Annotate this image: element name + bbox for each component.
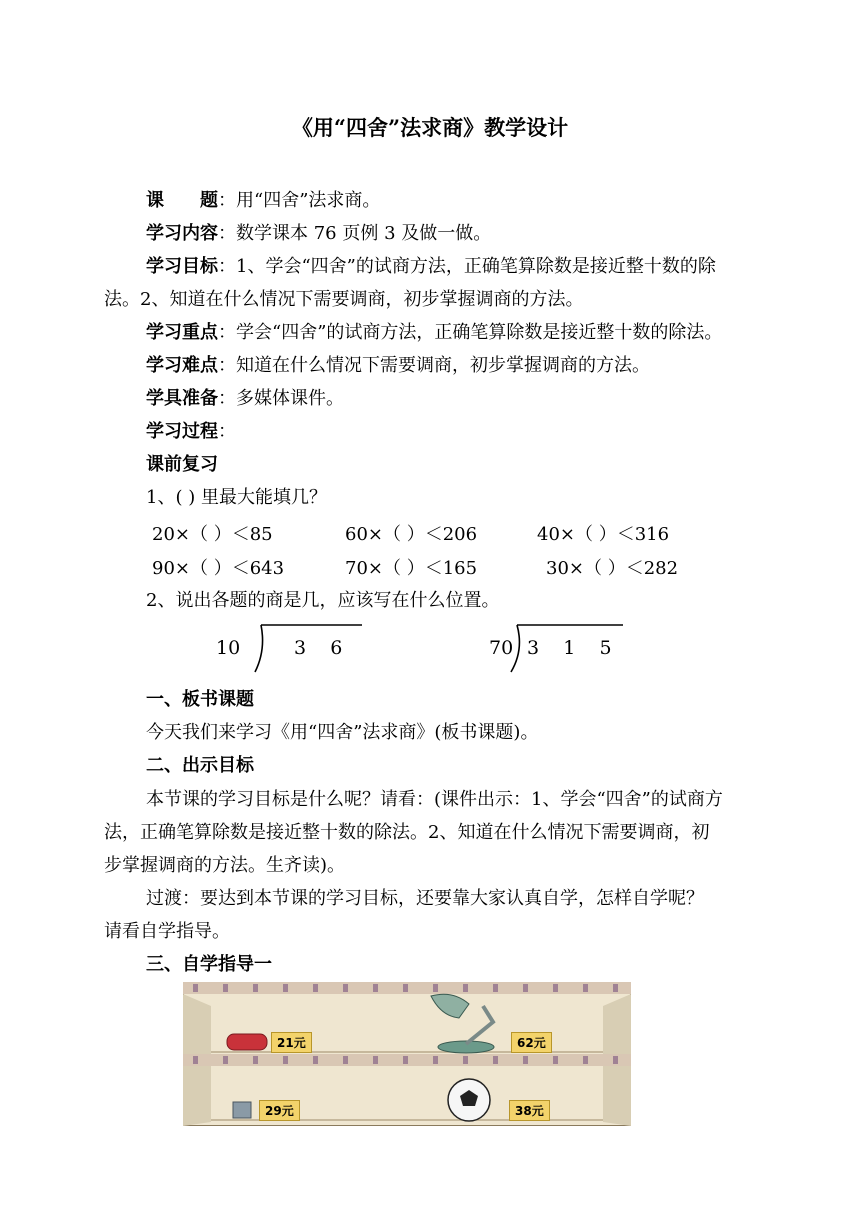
review-heading: 课前复习 bbox=[146, 454, 218, 475]
division-2-divisor: 70 bbox=[489, 637, 514, 659]
review-question-1: 1、( ) 里最大能填几？ bbox=[146, 487, 327, 508]
review-question-2: 2、说出各题的商是几，应该写在什么位置。 bbox=[146, 590, 500, 611]
section-2-para-2a: 过渡：要达到本节课的学习目标，还要靠大家认真自学，怎样自学呢？ bbox=[146, 888, 704, 909]
exercise-1: 20×（ ）＜85 bbox=[152, 524, 273, 545]
division-2-dividend: 3 1 5 bbox=[527, 637, 612, 659]
meta-goals-cont: 法。2、知道在什么情况下需要调商，初步掌握调商的方法。 bbox=[104, 289, 584, 310]
price-tag-soccer-ball: 38元 bbox=[509, 1100, 550, 1121]
division-1-divisor: 10 bbox=[216, 637, 241, 659]
section-2-heading: 二、出示目标 bbox=[146, 755, 254, 776]
meta-key-point: 学习重点：学会“四舍”的试商方法，正确笔算除数是接近整十数的除法。 bbox=[146, 322, 723, 343]
exercise-3: 40×（ ）＜316 bbox=[537, 524, 670, 545]
exercise-2: 60×（ ）＜206 bbox=[345, 524, 478, 545]
price-tag-lamp: 62元 bbox=[511, 1032, 552, 1053]
section-2-para-1c: 步掌握调商的方法。生齐读)。 bbox=[104, 855, 346, 876]
section-2-para-2b: 请看自学指导。 bbox=[104, 921, 230, 942]
meta-difficulty: 学习难点：知道在什么情况下需要调商，初步掌握调商的方法。 bbox=[146, 355, 650, 376]
section-1-heading: 一、板书课题 bbox=[146, 689, 254, 710]
section-2-para-1a: 本节课的学习目标是什么呢？请看：(课件出示：1、学会“四舍”的试商方 bbox=[146, 789, 723, 810]
section-2-para-1b: 法，正确笔算除数是接近整十数的除法。2、知道在什么情况下需要调商，初 bbox=[104, 822, 710, 843]
division-1-dividend: 3 6 bbox=[294, 637, 343, 659]
meta-content: 学习内容：数学课本 76 页例 3 及做一做。 bbox=[146, 223, 492, 244]
section-1-text: 今天我们来学习《用“四舍”法求商》(板书课题)。 bbox=[146, 722, 539, 743]
exercise-6: 30×（ ）＜282 bbox=[546, 558, 679, 579]
meta-materials: 学具准备：多媒体课件。 bbox=[146, 388, 344, 409]
meta-process: 学习过程： bbox=[146, 421, 236, 442]
document-title: 《用“四舍”法求商》教学设计 bbox=[291, 115, 569, 140]
meta-topic: 课 题：用“四舍”法求商。 bbox=[146, 190, 381, 211]
meta-goals: 学习目标：1、学会“四舍”的试商方法，正确笔算除数是接近整十数的除 bbox=[146, 256, 716, 277]
exercise-4: 90×（ ）＜643 bbox=[152, 558, 285, 579]
price-tag-calculator: 29元 bbox=[259, 1100, 300, 1121]
section-3-heading: 三、自学指导一 bbox=[146, 954, 272, 975]
exercise-5: 70×（ ）＜165 bbox=[345, 558, 478, 579]
shelf-drawing bbox=[183, 982, 631, 1126]
price-tag-pencil-case: 21元 bbox=[271, 1032, 312, 1053]
shelf-illustration bbox=[183, 982, 631, 1126]
